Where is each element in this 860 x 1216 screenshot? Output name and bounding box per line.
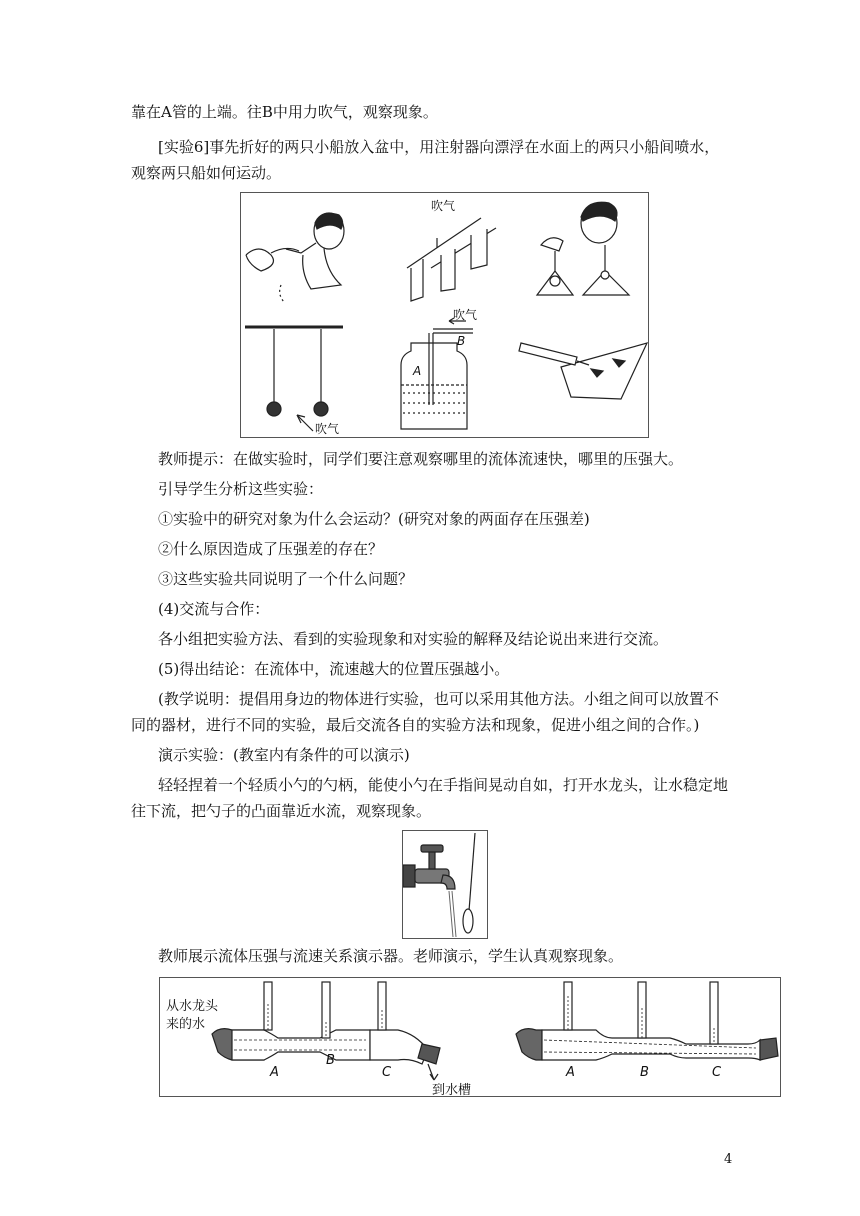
- paragraph-line: 教师提示：在做实验时，同学们要注意观察哪里的流体流速快，哪里的压强大。: [158, 450, 684, 468]
- tube-a-label: A: [413, 364, 422, 378]
- paragraph-line: 各小组把实验方法、看到的实验现象和对实验的解释及结论说出来进行交流。: [158, 630, 669, 648]
- funnel-ball-icon: [537, 202, 629, 295]
- paragraph-line: 往下流，把勺子的凸面靠近水流，观察现象。: [131, 802, 432, 820]
- paragraph-line: 同的器材，进行不同的实验，最后交流各自的实验方法和现象，促进小组之间的合作。): [131, 716, 700, 734]
- faucet-icon: [403, 845, 455, 889]
- boy-blowing-paper-icon: [246, 213, 344, 303]
- paragraph-line: (5)得出结论：在流体中，流速越大的位置压强越小。: [158, 660, 510, 678]
- flow-pressure-illustration: [160, 978, 780, 1096]
- paragraph-line: 教师展示流体压强与流速关系演示器。老师演示，学生认真观察现象。: [158, 947, 624, 965]
- left-label-b: B: [326, 1053, 335, 1068]
- paragraph-line: ②什么原因造成了压强差的存在？: [158, 540, 384, 558]
- paragraph-line: ①实验中的研究对象为什么会运动？(研究对象的两面存在压强差): [158, 510, 590, 528]
- right-label-b: B: [640, 1065, 649, 1080]
- experiments-illustration: [241, 193, 648, 437]
- right-label-c: C: [712, 1065, 722, 1080]
- faucet-spoon-figure: [402, 830, 488, 939]
- hanging-papers-icon: [407, 218, 496, 301]
- hanging-balls-icon: [245, 327, 343, 431]
- paragraph-line: 靠在A管的上端。往B中用力吹气，观察现象。: [131, 103, 438, 121]
- flow-pressure-figure: [159, 977, 781, 1097]
- left-label-a: A: [270, 1065, 279, 1080]
- water-source-label: 从水龙头: [166, 999, 219, 1014]
- paragraph-line: ③这些实验共同说明了一个什么问题？: [158, 570, 414, 588]
- blow-label-bottle: 吹气: [453, 308, 478, 322]
- paragraph-line: (4)交流与合作：: [158, 600, 270, 618]
- paragraph-line: (教学说明：提倡用身边的物体进行实验，也可以采用其他方法。小组之间可以放置不: [158, 690, 719, 708]
- syringe-boats-icon: [519, 343, 647, 399]
- right-label-a: A: [566, 1065, 575, 1080]
- faucet-spoon-illustration: [403, 831, 487, 938]
- paragraph-line: 轻轻捏着一个轻质小勺的勺柄，能使小勺在手指间晃动自如，打开水龙头，让水稳定地: [158, 776, 729, 794]
- right-apparatus: [516, 982, 778, 1060]
- tube-b-label: B: [457, 334, 466, 348]
- paragraph-line: 引导学生分析这些实验：: [158, 480, 324, 498]
- page-number: 4: [724, 1152, 733, 1167]
- paragraph-line: 观察两只船如何运动。: [131, 164, 282, 182]
- blow-label-top: 吹气: [431, 199, 456, 213]
- paragraph-line: 演示实验：(教室内有条件的可以演示): [158, 746, 410, 764]
- water-stream: [449, 891, 456, 937]
- paragraph-line: [实验6]事先折好的两只小船放入盆中，用注射器向漂浮在水面上的两只小船间喷水，: [158, 138, 720, 156]
- sink-label: 到水槽: [432, 1083, 472, 1096]
- blow-label-balls: 吹气: [315, 422, 340, 436]
- left-label-c: C: [382, 1065, 392, 1080]
- spoon-icon: [463, 833, 475, 933]
- water-source-label: 来的水: [166, 1017, 206, 1032]
- experiments-figure: [240, 192, 649, 438]
